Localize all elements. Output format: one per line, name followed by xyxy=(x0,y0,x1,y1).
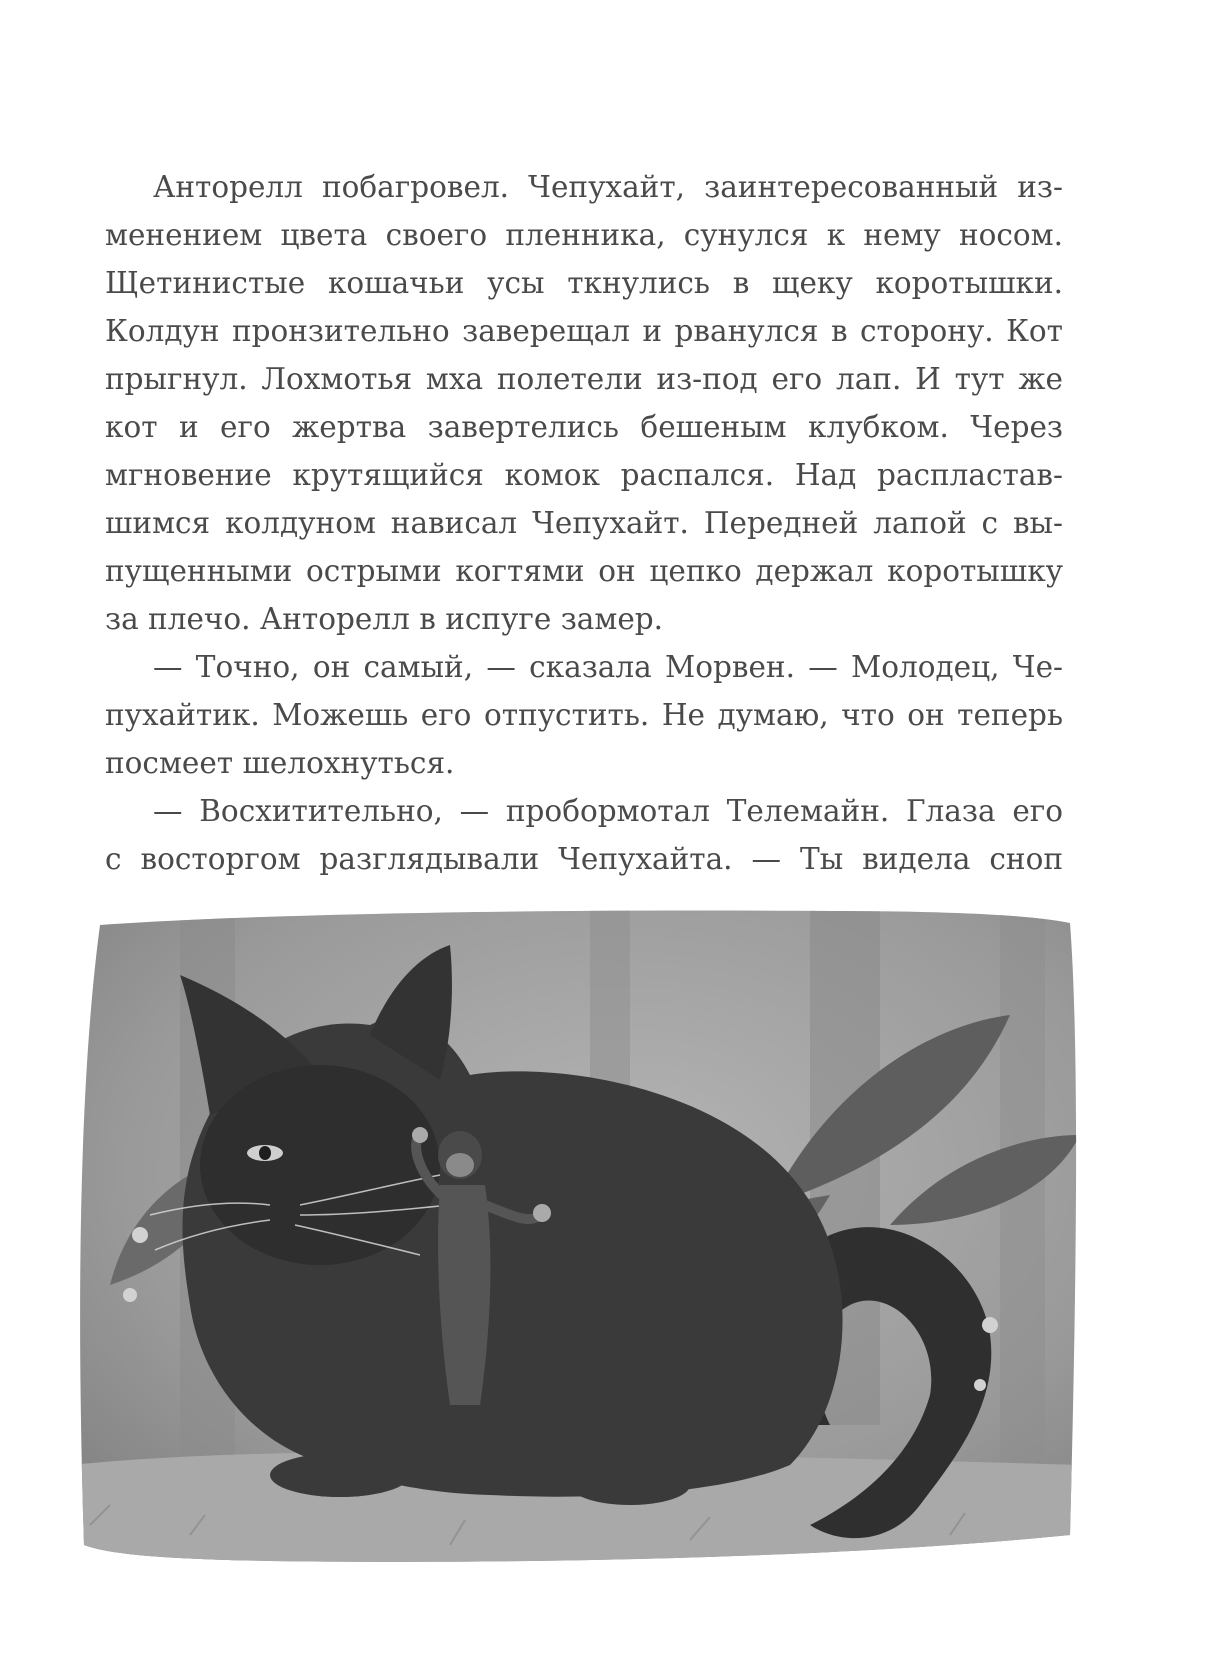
cat-and-wizard-illustration-icon xyxy=(70,905,1082,1570)
text-line: шимся колдуном нависал Чепухайт. Передней лапой с вы- xyxy=(105,506,1063,540)
text-line: — Восхитительно, — пробормотал Телемайн. Глаза его xyxy=(153,794,1063,828)
text-line: Колдун пронзительно заверещал и рванулся в сторону. Кот xyxy=(105,314,1063,348)
text-line: менением цвета своего пленника, сунулся к нему носом. xyxy=(105,218,1063,252)
text-line: прыгнул. Лохмотья мха полетели из-под его лап. И тут же xyxy=(105,362,1063,396)
text-line: за плечо. Анторелл в испуге замер. xyxy=(105,602,664,636)
text-line: Щетинистые кошачьи усы ткнулись в щеку коротышки. xyxy=(105,266,1063,300)
text-line: мгновение крутящийся комок распался. Над распластав- xyxy=(105,458,1063,492)
text-line: посмеет шелохнуться. xyxy=(105,746,455,780)
text-line: с восторгом разглядывали Чепухайта. — Ты видела сноп xyxy=(105,842,1063,876)
text-line: пухайтик. Можешь его отпустить. Не думаю, что он теперь xyxy=(105,698,1063,732)
text-line: — Точно, он самый, — сказала Морвен. — Молодец, Че- xyxy=(153,650,1063,684)
text-line: Анторелл побагровел. Чепухайт, заинтересованный из- xyxy=(153,170,1063,204)
text-line: кот и его жертва завертелись бешеным клубком. Через xyxy=(105,410,1063,444)
body-text xyxy=(105,163,1063,883)
text-line: пущенными острыми когтями он цепко держал коротышку xyxy=(105,554,1063,588)
